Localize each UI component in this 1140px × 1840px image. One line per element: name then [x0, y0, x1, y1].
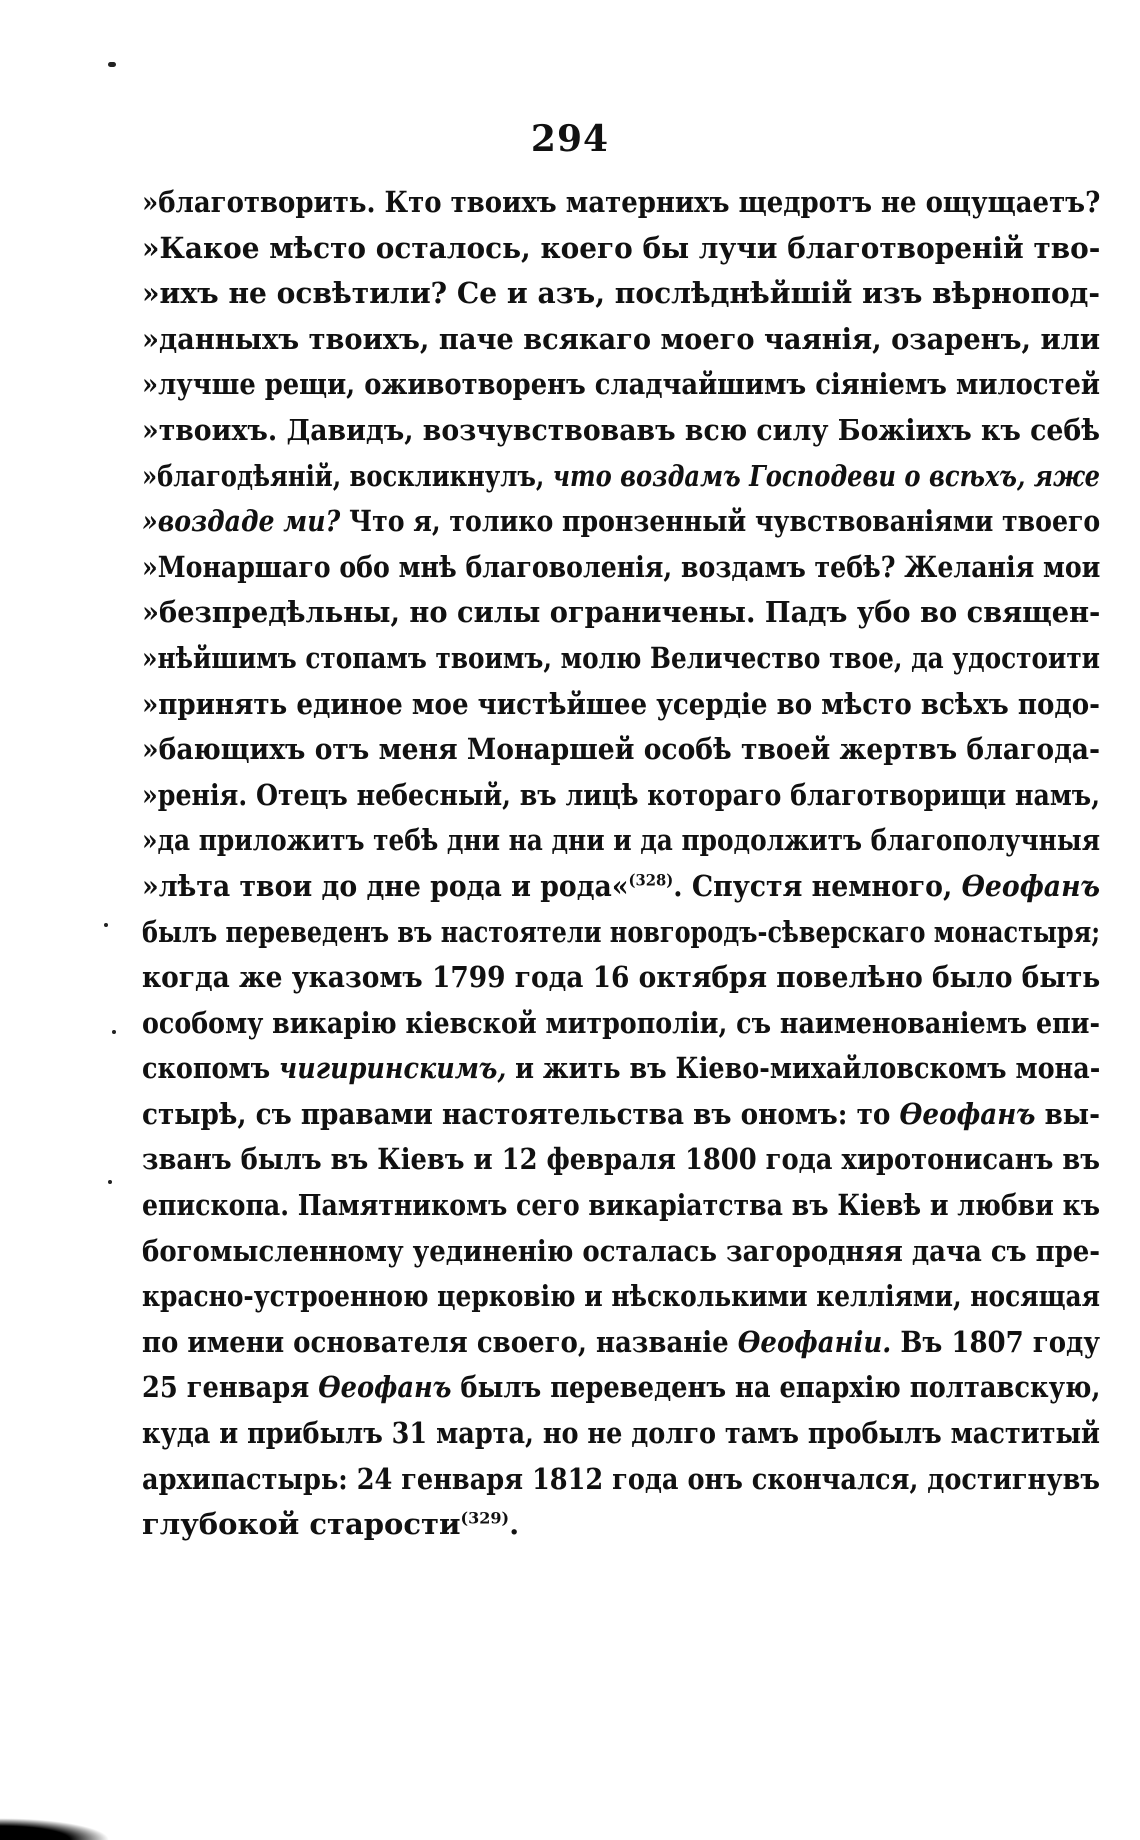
text-run: красно-устроенною церковію и нѣсколькими келліями, носящая [142, 1279, 1100, 1314]
text-line [142, 545, 1100, 591]
text-line [142, 1046, 1100, 1092]
text-line [142, 590, 1100, 636]
text-line [142, 1183, 1100, 1229]
text-line [142, 1320, 1100, 1366]
text-line [142, 499, 1100, 545]
text-line [142, 317, 1100, 363]
text-run: »благодѣяній, воскликнулъ, [142, 458, 553, 493]
text-line [142, 682, 1100, 728]
text-run: 25 генваря [142, 1370, 319, 1405]
text-run: »лучше рещи, оживотворенъ сладчайшимъ сіяніемъ милостей [142, 367, 1100, 402]
text-run: »нѣйшимъ стопамъ твоимъ, молю Величество твое, да удостоити [142, 640, 1100, 675]
text-run: вы- [1035, 1096, 1100, 1131]
text-run: . Спустя немного, [673, 868, 962, 903]
text-line [142, 362, 1100, 408]
page-number: 294 [530, 118, 610, 160]
text-run: »да приложитъ тебѣ дни на дни и да продолжитъ благополучныя [142, 823, 1100, 858]
text-line [142, 1001, 1100, 1047]
text-line [142, 408, 1100, 454]
italic-text: »воздаде ми? [142, 504, 341, 539]
text-run: епископа. Памятникомъ сего викаріатства въ Кіевѣ и любви къ [142, 1188, 1100, 1223]
italic-text: чигиринскимъ, [279, 1051, 507, 1086]
scan-edge-shadow [0, 1818, 110, 1840]
text-run: куда и прибылъ 31 марта, но не долго тамъ пробылъ маститый [142, 1416, 1100, 1451]
text-run: »твоихъ. Давидъ, возчувствовавъ всю силу Божіихъ къ себѣ [142, 412, 1100, 447]
text-run: по имени основателя своего, названіе [142, 1324, 738, 1359]
text-run: »благотворить. Кто твоихъ матернихъ щедротъ не ощущаетъ? [142, 185, 1100, 219]
scan-speck [104, 923, 108, 927]
italic-text: Ѳеофанъ [318, 1370, 452, 1405]
text-run: »безпредѣльны, но силы ограничены. Падъ убо во священ- [142, 595, 1100, 630]
text-run: когда же указомъ 1799 года 16 октября повелѣно было быть [142, 960, 1100, 995]
scan-speck [108, 62, 116, 67]
text-run: скопомъ [142, 1051, 280, 1086]
text-line [142, 454, 1100, 500]
text-line [142, 1137, 1100, 1183]
text-run: особому викарію кіевской митрополіи, съ наименованіемъ епи- [142, 1005, 1100, 1040]
text-line [142, 226, 1100, 272]
text-run: »принять единое мое чистѣйшее усердіе во мѣсто всѣхъ подо- [142, 686, 1100, 721]
text-run: былъ переведенъ на епархію полтавскую, [451, 1370, 1100, 1405]
text-run: »Монаршаго обо мнѣ благоволенія, воздамъ тебѣ? Желанія мои [142, 549, 1100, 584]
body-text [142, 180, 1100, 1548]
text-line [142, 955, 1100, 1001]
italic-text: Ѳеофанъ [961, 868, 1100, 903]
text-line [142, 180, 1100, 226]
text-line [142, 818, 1100, 864]
text-line [142, 910, 1100, 956]
text-run: »бающихъ отъ меня Монаршей особѣ твоей жертвъ благода- [142, 732, 1100, 767]
text-line [142, 1502, 1100, 1548]
text-line [142, 1274, 1100, 1320]
text-line [142, 1229, 1100, 1275]
text-run: »ренія. Отецъ небесный, въ лицѣ котораго благотворищи намъ, [142, 777, 1100, 812]
scan-speck [108, 1180, 112, 1184]
text-run: званъ былъ въ Кіевъ и 12 февраля 1800 года хиротонисанъ въ [142, 1142, 1100, 1177]
text-run: Въ 1807 году [891, 1324, 1100, 1359]
text-run: былъ переведенъ въ настоятели новгородъ-сѣверскаго монастыря; [142, 914, 1100, 949]
text-run: »ихъ не освѣтили? Се и азъ, послѣднѣйшій изъ вѣрнопод- [142, 276, 1100, 311]
text-line [142, 271, 1100, 317]
text-line [142, 1092, 1100, 1138]
italic-text: Ѳеофанъ [899, 1096, 1036, 1131]
italic-text: Ѳеофаніи. [737, 1324, 892, 1359]
text-run: Что я, толико пронзенный чувствованіями твоего [340, 504, 1100, 539]
italic-text: что воздамъ Господеви о всѣхъ, яже [552, 458, 1100, 493]
text-line [142, 864, 1100, 910]
footnote-ref: (329) [460, 1508, 510, 1528]
text-line [142, 1365, 1100, 1411]
text-run: глубокой старости [142, 1507, 461, 1542]
text-line [142, 773, 1100, 819]
text-run: »Какое мѣсто осталось, коего бы лучи благотвореній тво- [142, 230, 1100, 265]
text-run: стырѣ, съ правами настоятельства въ ономъ: то [142, 1096, 900, 1131]
text-run: и жить въ Кіево-михайловскомъ мона- [506, 1051, 1100, 1086]
scan-speck [112, 1030, 116, 1034]
text-line [142, 636, 1100, 682]
text-line [142, 1457, 1100, 1503]
text-line [142, 727, 1100, 773]
footnote-ref: (328) [628, 870, 674, 890]
text-run: архипастырь: 24 генваря 1812 года онъ скончался, достигнувъ [142, 1461, 1100, 1496]
text-run: »лѣта твои до дне рода и рода« [142, 868, 629, 903]
text-run: »данныхъ твоихъ, паче всякаго моего чаянія, озаренъ, или [142, 321, 1100, 356]
text-run: . [509, 1507, 520, 1542]
text-run: богомысленному уединенію осталась загородняя дача съ пре- [142, 1233, 1100, 1268]
text-line [142, 1411, 1100, 1457]
